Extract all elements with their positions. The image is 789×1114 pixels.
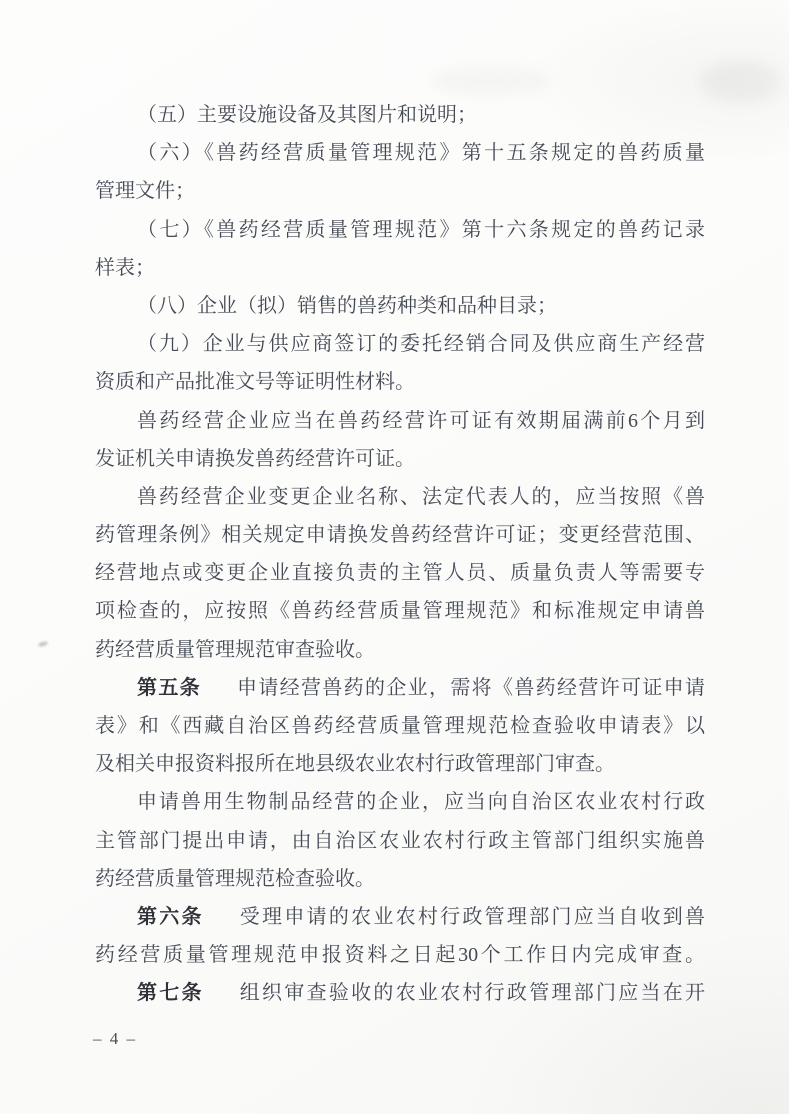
- text-line: [95, 936, 705, 974]
- text-line: [95, 211, 705, 249]
- line-text: 兽药经营企业应当在兽药经营许可证有效期届满前6个月到: [137, 409, 705, 432]
- text-line: [95, 707, 705, 745]
- text-line: [95, 287, 705, 325]
- article-number: 第五条: [137, 676, 201, 699]
- line-text: 发证机关申请换发兽药经营许可证。: [95, 447, 415, 470]
- line-text: 药经营质量管理规范申报资料之日起30个工作日内完成审查。: [95, 944, 705, 967]
- document-text: [95, 96, 705, 1013]
- text-line: [95, 822, 705, 860]
- scan-noise-blot: [700, 60, 780, 104]
- line-text: 经营地点或变更企业直接负责的主管人员、质量负责人等需要专: [95, 562, 705, 585]
- text-line: [95, 898, 705, 936]
- page-number: – 4 –: [93, 1029, 137, 1048]
- text-line: [95, 631, 705, 669]
- line-text: 受理申请的农业农村行政管理部门应当自收到兽: [239, 905, 706, 928]
- text-line: [95, 402, 705, 440]
- scan-noise-blot: [430, 66, 550, 96]
- line-text: （七）《兽药经营质量管理规范》第十六条规定的兽药记录: [137, 218, 705, 241]
- line-text: 药管理条例》相关规定申请换发兽药经营许可证；变更经营范围、: [95, 524, 705, 547]
- text-line: [95, 363, 705, 401]
- line-text: 兽药经营企业变更企业名称、法定代表人的，应当按照《兽: [137, 485, 705, 508]
- text-line: [95, 669, 705, 707]
- line-text: （六）《兽药经营质量管理规范》第十五条规定的兽药质量: [137, 142, 705, 165]
- line-text: （九）企业与供应商签订的委托经销合同及供应商生产经营: [137, 333, 705, 356]
- text-line: [95, 860, 705, 898]
- line-text: 主管部门提出申请，由自治区农业农村行政主管部门组织实施兽: [95, 829, 705, 852]
- text-line: [95, 783, 705, 821]
- text-line: [95, 974, 705, 1012]
- text-line: [95, 745, 705, 783]
- text-line: [95, 440, 705, 478]
- line-text: 申请兽用生物制品经营的企业，应当向自治区农业农村行政: [137, 791, 705, 814]
- line-text: 组织审查验收的农业农村行政管理部门应当在开: [239, 982, 706, 1005]
- line-text: （五）主要设施设备及其图片和说明；: [137, 104, 477, 126]
- text-line: [95, 478, 705, 516]
- text-line: [95, 325, 705, 363]
- text-line: [95, 249, 705, 287]
- line-text: 药经营质量管理规范检查验收。: [95, 867, 375, 890]
- article-number: 第六条: [137, 905, 204, 928]
- line-text: 申请经营兽药的企业，需将《兽药经营许可证申请: [237, 676, 705, 699]
- scan-speck: [38, 641, 49, 647]
- text-line: [95, 172, 705, 210]
- text-line: [95, 554, 705, 592]
- text-line: [95, 592, 705, 630]
- line-text: 药经营质量管理规范审查验收。: [95, 638, 375, 661]
- line-text: 资质和产品批准文号等证明性材料。: [95, 371, 415, 394]
- line-text: （八）企业（拟）销售的兽药种类和品种目录；: [137, 294, 557, 317]
- line-text: 表》和《西藏自治区兽药经营质量管理规范检查验收申请表》以: [95, 715, 705, 737]
- line-text: 项检查的，应按照《兽药经营质量管理规范》和标准规定申请兽: [95, 600, 705, 623]
- text-line: [95, 96, 705, 134]
- text-line: [95, 134, 705, 172]
- line-text: 管理文件；: [95, 180, 195, 203]
- line-text: 样表；: [95, 256, 155, 279]
- article-number: 第七条: [137, 982, 204, 1005]
- line-text: 及相关申报资料报所在地县级农业农村行政管理部门审查。: [95, 753, 615, 776]
- text-line: [95, 516, 705, 554]
